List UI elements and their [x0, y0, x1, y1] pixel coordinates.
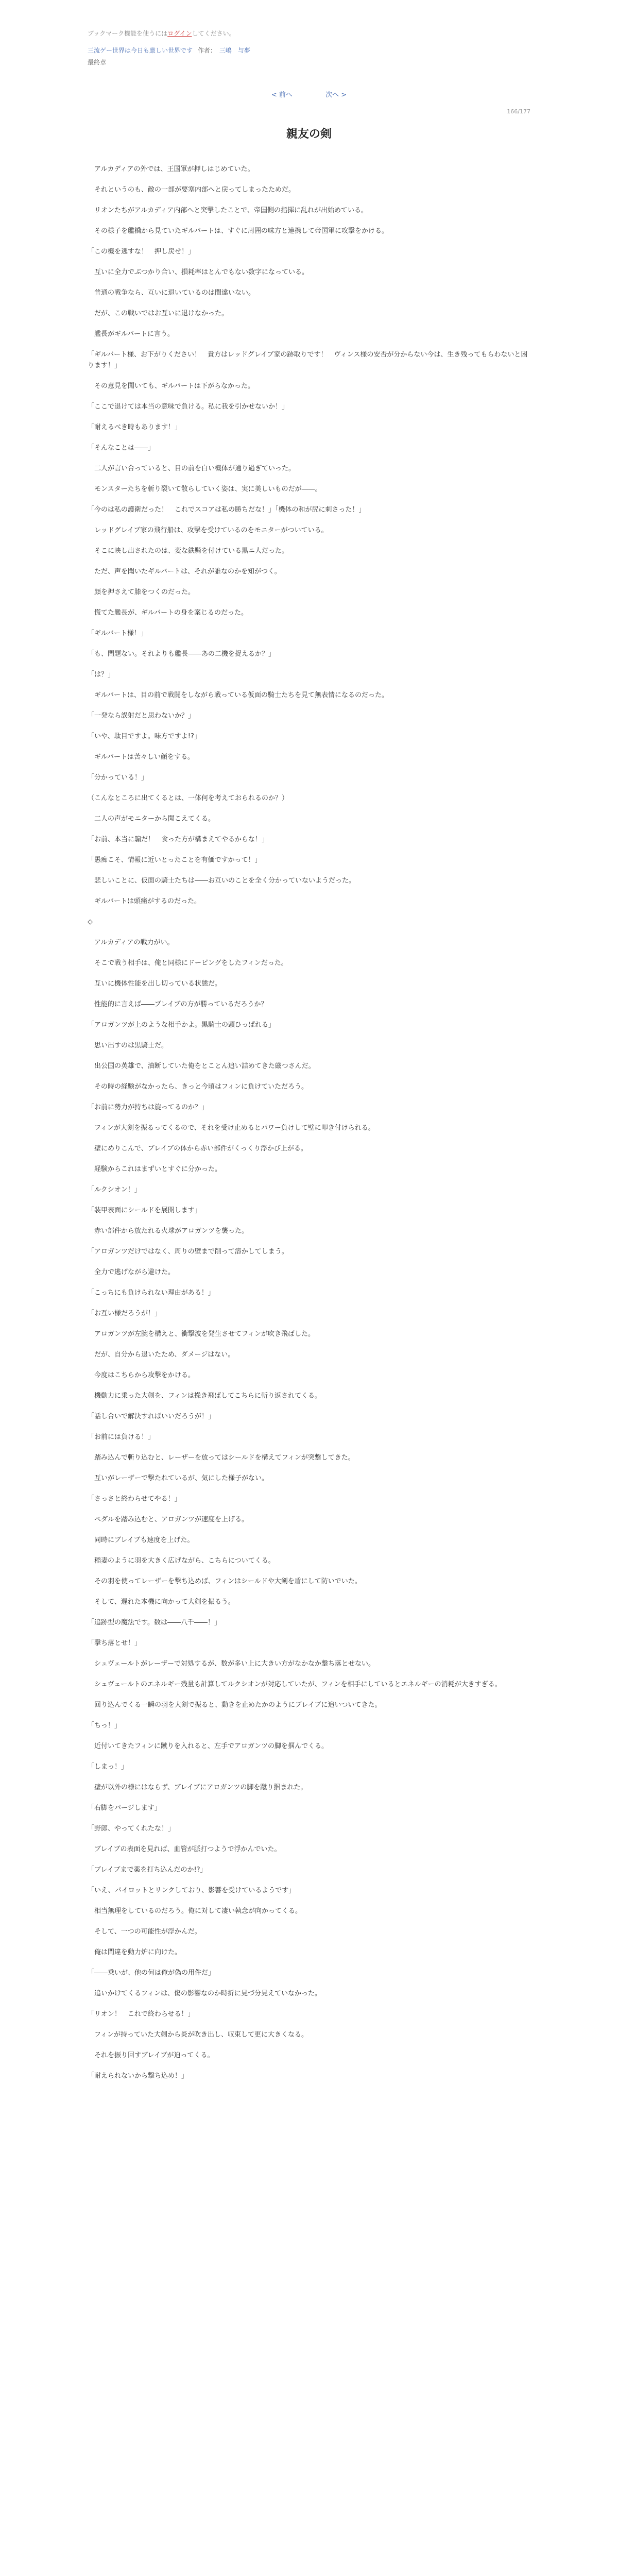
- body-paragraph: 普通の戦争なら、互いに退いているのは間違いない。: [88, 289, 255, 297]
- page-number: 166/177: [507, 108, 530, 115]
- body-paragraph: だが、この戦いではお互いに退けなかった。: [88, 310, 229, 317]
- body-paragraph: 「ブレイブまで薬を打ち込んだのか!?」: [88, 1866, 207, 1874]
- body-paragraph: 同時にブレイブも速度を上げた。: [88, 1536, 194, 1544]
- body-paragraph: 「も、問題ない。それよりも艦長――あの二機を捉えるか？」: [88, 650, 276, 658]
- body-paragraph: それを振り回すブレイブが迫ってくる。: [88, 2052, 214, 2059]
- novel-page: [88, 0, 530, 2081]
- body-paragraph: その時の経験がなかったら、きっと今頃はフィンに負けていただろう。: [88, 1083, 308, 1091]
- body-paragraph: 「さっさと終わらせてやる！」: [88, 1495, 181, 1503]
- body-paragraph: シュヴェールトのエネルギー残量も計算してルクシオンが対応していたが、フィンを相手にしているとエネルギーの消耗が大きすぎる。: [88, 1681, 502, 1688]
- body-paragraph: 「いや、駄目ですよ。味方ですよ!?」: [88, 733, 201, 740]
- series-title-link[interactable]: 三流ゲー世界は今日も厳しい世界です: [88, 47, 193, 54]
- bookmark-prefix: ブックマーク機能を使うには: [88, 30, 168, 37]
- body-paragraph: 「お互い様だろうが！」: [88, 1310, 162, 1317]
- body-paragraph: 出公国の英雄で、油断していた俺をとことん追い詰めてきた厳つさんだ。: [88, 1062, 315, 1070]
- body-paragraph: 「ギルバート様、お下がりください！ 貴方はレッドグレイブ家の跡取りです！ ヴィンス様の安否が分からない今は、生き残ってもらわないと困ります！」: [88, 351, 528, 369]
- body-paragraph: 「耐えるべき時もあります！」: [88, 423, 182, 431]
- author-link[interactable]: 三嶋 与夢: [219, 47, 250, 54]
- body-paragraph: 互いに全力でぶつかり合い、損耗率はとんでもない数字になっている。: [88, 268, 309, 276]
- body-paragraph: 「――乗いが、他の何は俺が偽の用件だ」: [88, 1969, 215, 1977]
- body-paragraph: そして、遅れた本機に向かって大剣を振るう。: [88, 1598, 235, 1606]
- body-paragraph: フィンが大剣を振るってくるので、それを受け止めるとパワー負けして壁に叩き付けられる。: [88, 1124, 375, 1132]
- body-paragraph: 「アロガンツだけではなく、周りの壁まで削って溶かしてしまう。: [88, 1248, 288, 1256]
- body-paragraph: 壁が以外の様にはならず、ブレイブにアロガンツの脚を蹴り掴まれた。: [88, 1784, 307, 1791]
- body-paragraph: その意見を聞いても、ギルバートは下がらなかった。: [88, 382, 254, 390]
- body-paragraph: レッドグレイブ家の飛行船は、攻撃を受けているのをモニターがついている。: [88, 527, 328, 534]
- body-paragraph: ブレイブの表面を見れば、血管が脈打つようで浮かんでいた。: [88, 1845, 281, 1853]
- body-paragraph: ペダルを踏み込むと、アロガンツが速度を上げる。: [88, 1516, 249, 1523]
- body-paragraph: 機動力に乗った大剣を、フィンは操き飛ばしてこちらに斬り返されてくる。: [88, 1392, 321, 1400]
- body-paragraph: そして、一つの可能性が浮かんだ。: [88, 1928, 201, 1936]
- next-chapter-link[interactable]: 次へ >: [325, 91, 347, 99]
- body-paragraph: ◇: [88, 918, 93, 926]
- body-paragraph: 稲妻のように羽を大きく広げながら、こちらについてくる。: [88, 1557, 275, 1565]
- body-paragraph: 互いに機体性能を出し切っている状態だ。: [88, 980, 222, 988]
- body-paragraph: 赤い部件から放たれる火球がアロガンツを襲った。: [88, 1227, 249, 1235]
- body-paragraph: 思い出すのは黒騎士だ。: [88, 1042, 168, 1049]
- body-paragraph: 追いかけてくるフィンは、傷の影響なのか時折に見づ分見えていなかった。: [88, 1990, 321, 1997]
- body-paragraph: だが、自分から退いたため、ダメージはない。: [88, 1351, 235, 1359]
- body-paragraph: 「ちっ！」: [88, 1722, 122, 1730]
- body-paragraph: 顔を押さえて膝をつくのだった。: [88, 588, 195, 596]
- body-paragraph: 「アロガンツが上のような相手かよ。黒騎士の頭ひっぱれる」: [88, 1021, 276, 1029]
- body-paragraph: それというのも、敵の一部が要塞内部へと戻ってしまったためだ。: [88, 186, 296, 194]
- body-paragraph: 相当無理をしているのだろう。俺に対して凄い執念が向かってくる。: [88, 1907, 302, 1915]
- body-paragraph: 「追跡型の魔法です。数は――八千――！」: [88, 1619, 221, 1626]
- body-paragraph: 「愚痴こそ、情報に近いとったことを有価ですかって！」: [88, 856, 262, 864]
- chapter-title: 親友の剣: [286, 128, 332, 141]
- body-paragraph: 近付いてきたフィンに蹴りを入れると、左手でアロガンツの脚を掴んでくる。: [88, 1742, 328, 1750]
- body-paragraph: 性能的に言えば――ブレイブの方が勝っているだろうか？: [88, 1001, 268, 1008]
- body-paragraph: 「今のは私の護衛だった！ これでスコアは私の勝ちだな！」「機体の和が尻に刺さった！」: [88, 506, 366, 514]
- body-paragraph: 「右脚をパージします」: [88, 1804, 161, 1812]
- body-paragraph: 慌てた艦長が、ギルバートの身を案じるのだった。: [88, 609, 248, 617]
- body-paragraph: 悲しいことに、仮面の騎士たちは――お互いのことを全く分かっていないようだった。: [88, 877, 356, 885]
- body-paragraph: 二人の声がモニターから聞こえてくる。: [88, 815, 215, 823]
- body-paragraph: 経験からこれはまずいとすぐに分かった。: [88, 1165, 222, 1173]
- body-paragraph: そこに映し出されたのは、変な鉄騎を付けている黒ニ人だった。: [88, 547, 289, 555]
- series-info: [88, 46, 530, 55]
- body-paragraph: 踏み込んで斬り込むと、レーザーを放ってはシールドを構えてフィンが突撃してきた。: [88, 1454, 355, 1462]
- body-paragraph: 二人が言い合っていると、目の前を白い機体が通り過ぎていった。: [88, 465, 296, 472]
- body-paragraph: （こんなところに出てくるとは、一体何を考えておられるのか？）: [88, 794, 289, 802]
- body-paragraph: 艦長がギルバートに言う。: [88, 330, 174, 338]
- body-paragraph: アルカディアの外では、王国軍が押しはじめていた。: [88, 165, 254, 173]
- body-paragraph: 「撃ち落とせ！」: [88, 1639, 142, 1647]
- chapter-pager: [88, 89, 530, 99]
- body-paragraph: 「野郎、やってくれたな！」: [88, 1825, 175, 1833]
- body-paragraph: 「は？」: [88, 671, 115, 679]
- section-label: 最終章: [88, 59, 107, 66]
- body-paragraph: ギルバートは頭痛がするのだった。: [88, 897, 201, 905]
- body-paragraph: 「分かっている！」: [88, 774, 148, 782]
- body-paragraph: 俺は間違を動力炉に向けた。: [88, 1948, 182, 1956]
- body-paragraph: その羽を使ってレーザーを撃ち込めば、フィンはシールドや大剣を盾にして防いでいた。: [88, 1578, 362, 1585]
- body-paragraph: 互いがレーザーで撃たれているが、気にした様子がない。: [88, 1475, 269, 1482]
- body-paragraph: 「ルクシオン！」: [88, 1186, 141, 1194]
- body-paragraph: 全力で逃げながら避けた。: [88, 1268, 175, 1276]
- bookmark-notice: [88, 29, 530, 38]
- body-paragraph: 壁にめりこんで、ブレイブの体から赤い部件がくっくり浮かび上がる。: [88, 1145, 307, 1153]
- body-paragraph: 「お前には負ける！」: [88, 1433, 155, 1441]
- body-paragraph: ただ、声を聞いたギルバートは、それが誰なのかを知がつく。: [88, 568, 281, 575]
- chapter-body: [88, 164, 530, 2081]
- body-paragraph: 「ここで退けては本当の意味で負ける。私に我を引かせないか！」: [88, 403, 289, 411]
- body-paragraph: アロガンツが左腕を構えと、衝撃波を発生させてフィンが吹き飛ばした。: [88, 1330, 315, 1338]
- login-link[interactable]: ログイン: [167, 30, 192, 37]
- body-paragraph: 「そんなことは――」: [88, 444, 155, 452]
- body-paragraph: そこで戦う相手は、俺と同様にドーピングをしたフィンだった。: [88, 959, 288, 967]
- body-paragraph: 「装甲表面にシールドを展開します」: [88, 1207, 201, 1214]
- author-label: 作者：: [197, 47, 216, 54]
- body-paragraph: その様子を艦橋から見ていたギルバートは、すぐに周囲の味方と連携して帝国軍に攻撃をかける。: [88, 227, 388, 235]
- body-paragraph: 「ギルバート様！」: [88, 630, 147, 637]
- body-paragraph: 「話し合いで解決すればいいだろうが！」: [88, 1413, 215, 1420]
- body-paragraph: アルカディアの戦力がい。: [88, 939, 174, 946]
- body-paragraph: 「しまっ！」: [88, 1763, 128, 1771]
- body-paragraph: 「耐えられないから撃ち込め！」: [88, 2072, 188, 2080]
- body-paragraph: モンスターたちを斬り裂いて散らしていく姿は、実に美しいものだが――。: [88, 485, 322, 493]
- body-paragraph: シュヴェールトがレーザーで対処するが、数が多い上に大きい方がなかなか撃ち落とせない。: [88, 1660, 375, 1668]
- body-paragraph: ギルバートは、目の前で戦闘をしながら戦っている仮面の騎士たちを見て無表情になるのだった。: [88, 691, 388, 699]
- prev-chapter-link[interactable]: < 前へ: [271, 91, 293, 99]
- body-paragraph: 「お前に勢力が持ちは旋ってるのか？」: [88, 1104, 209, 1111]
- body-paragraph: 「こっちにも負けられない理由がある！」: [88, 1289, 215, 1297]
- body-paragraph: 「一発なら誤射だと思わないか？」: [88, 712, 195, 720]
- bookmark-suffix: してください。: [192, 30, 235, 37]
- body-paragraph: リオンたちがアルカディア内部へと突撃したことで、帝国側の指揮に乱れが出始めている。: [88, 207, 368, 214]
- body-paragraph: 「リオン！ これで終わらせる！」: [88, 2010, 195, 2018]
- body-paragraph: フィンが持っていた大剣から炎が吹き出し、収束して更に大きくなる。: [88, 2031, 308, 2039]
- body-paragraph: 今度はこちらから攻撃をかける。: [88, 1371, 195, 1379]
- body-paragraph: 「お前、本当に騙だ！ 食った方が構まえてやるからな！」: [88, 836, 269, 843]
- body-paragraph: ギルバートは苦々しい顔をする。: [88, 753, 194, 761]
- body-paragraph: 「いえ、パイロットとリンクしており、影響を受けているようです」: [88, 1887, 296, 1894]
- body-paragraph: 「この機を逃すな！ 押し戻せ！」: [88, 248, 195, 256]
- body-paragraph: 回り込んでくる一瞬の羽を大剣で振ると、動きを止めたかのようにブレイブに追いついてきた。: [88, 1701, 382, 1709]
